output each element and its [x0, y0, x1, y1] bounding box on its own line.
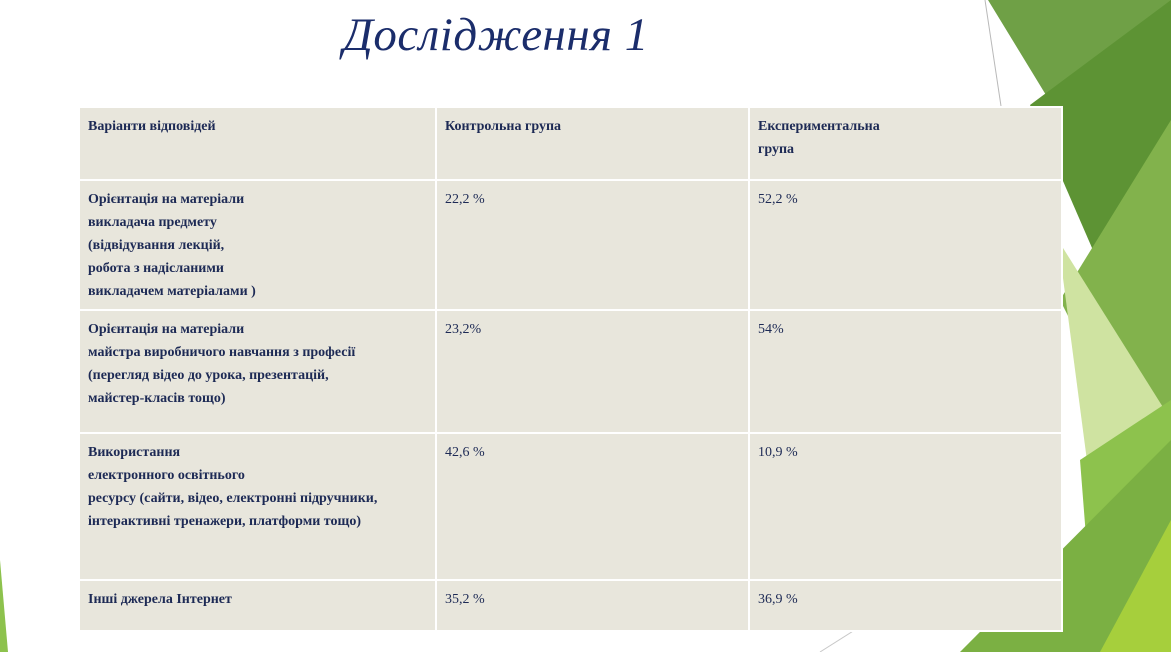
table-header-row	[79, 107, 1062, 180]
row-experimental-value: 54%	[749, 310, 1062, 433]
header-control-group: Контрольна група	[436, 107, 749, 180]
table-row	[79, 180, 1062, 310]
row-option-label: Інші джерела Інтернет	[79, 580, 436, 631]
research-results-table	[78, 106, 1063, 632]
row-experimental-value: 36,9 %	[749, 580, 1062, 631]
table-row	[79, 580, 1062, 631]
row-control-value: 35,2 %	[436, 580, 749, 631]
row-experimental-value: 10,9 %	[749, 433, 1062, 580]
row-option-label: Орієнтація на матеріали викладача предмету (відвідування лекцій, робота з надісланими викладачем матеріалами )	[79, 180, 436, 310]
row-control-value: 22,2 %	[436, 180, 749, 310]
header-experimental-group: Експериментальна група	[749, 107, 1062, 180]
table-row	[79, 310, 1062, 433]
row-control-value: 23,2%	[436, 310, 749, 433]
row-experimental-value: 52,2 %	[749, 180, 1062, 310]
header-answer-options: Варіанти відповідей	[79, 107, 436, 180]
row-option-label: Орієнтація на матеріали майстра виробничого навчання з професії (перегляд відео до урока, презентацій, майстер-класів тощо)	[79, 310, 436, 433]
row-control-value: 42,6 %	[436, 433, 749, 580]
slide-title: Дослідження 1	[343, 9, 649, 61]
table-row	[79, 433, 1062, 580]
row-option-label: Використання електронного освітнього ресурсу (сайти, відео, електронні підручники, інтерактивні тренажери, платформи тощо)	[79, 433, 436, 580]
